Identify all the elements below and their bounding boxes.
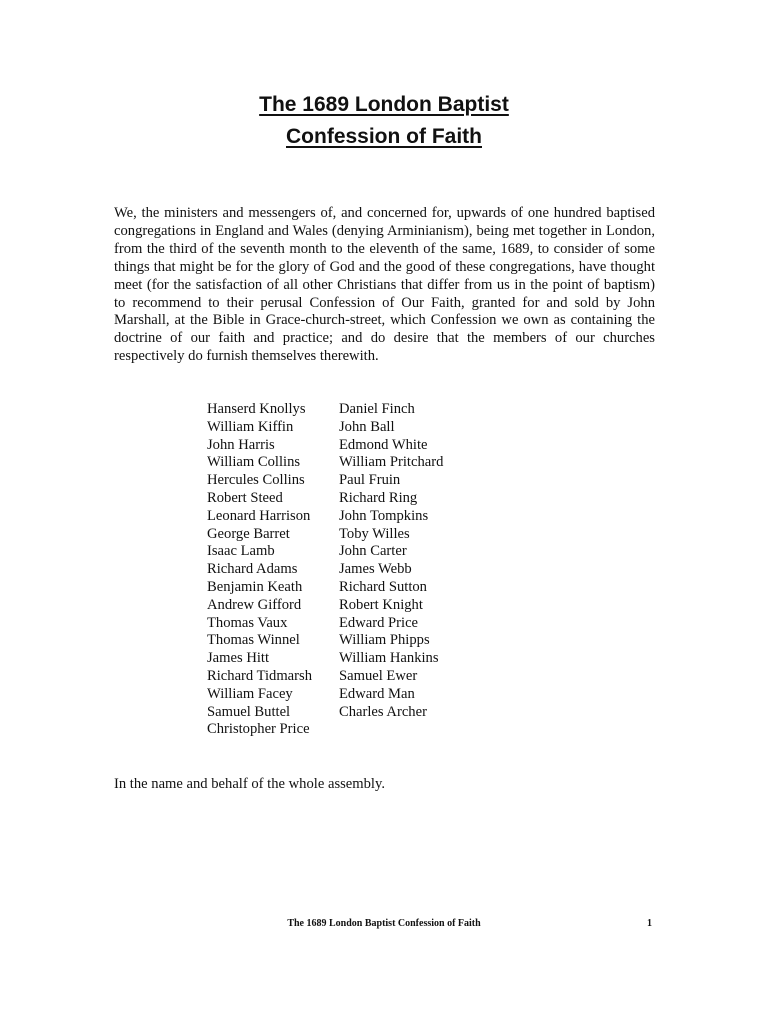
page-number: 1 (647, 918, 652, 929)
signatory-name: Toby Willes (339, 525, 410, 542)
signatory-name: Samuel Buttel (207, 703, 291, 720)
signatory-name: Edward Price (339, 614, 419, 631)
signatory-name: Richard Ring (339, 489, 418, 506)
signatory-name: John Ball (339, 418, 395, 435)
signatory-name: John Tompkins (339, 507, 429, 524)
signatory-name: William Pritchard (339, 454, 444, 471)
intro-paragraph: We, the ministers and messengers of, and concerned for, upwards of one hundred baptised congregations in England and Wales (denying Arminianism), being met together in London, from the third of the seventh month to the eleventh of the same, 1689, to consider of some things that might be for the glory of God and the good of these congregations, have thought meet (for the satisfaction of all other Christians that differ from us in the point of baptism) to recommend to their perusal Confession of Our Faith, granted for and sold by John Marshall, at the Bible in Grace-church-street, which Confession we own as containing the doctrine of our faith and practice; and do desire that the members of our churches respectively do furnish themselves therewith. (114, 205, 655, 365)
signatory-name: Hercules Collins (207, 472, 305, 489)
title-line-1: The 1689 London Baptist (259, 93, 509, 116)
signatory-name: William Collins (207, 454, 301, 471)
document-title (0, 89, 768, 153)
signatory-name: William Kiffin (207, 418, 294, 435)
signatory-name: Thomas Vaux (207, 614, 288, 631)
signatory-name: Robert Knight (339, 596, 423, 613)
signatory-name: George Barret (207, 525, 290, 542)
title-line-2: Confession of Faith (286, 125, 482, 148)
signatory-name: Paul Fruin (339, 472, 401, 489)
signatory-name: John Carter (339, 543, 407, 560)
signatories-right-column (339, 401, 479, 739)
signatory-name: Daniel Finch (339, 401, 415, 417)
signatory-name: Andrew Gifford (207, 596, 302, 613)
signatory-name: Edmond White (339, 436, 428, 453)
signatory-name: William Phipps (339, 632, 430, 649)
signatory-name: Christopher Price (207, 721, 310, 738)
signatory-name: William Facey (207, 685, 293, 702)
footer-title: The 1689 London Baptist Confession of Faith (287, 918, 481, 929)
signatory-name: Richard Sutton (339, 578, 427, 595)
signatory-name: Leonard Harrison (207, 507, 311, 524)
signatory-name: Richard Adams (207, 561, 298, 578)
signatory-name: James Webb (339, 561, 412, 578)
signatories-list (207, 401, 479, 739)
signatory-name: Edward Man (339, 685, 415, 702)
signatory-name: Charles Archer (339, 703, 427, 720)
signatory-name: Richard Tidmarsh (207, 667, 312, 684)
signatory-name: John Harris (207, 436, 275, 453)
signatory-name: Benjamin Keath (207, 578, 303, 595)
signatory-name: Robert Steed (207, 489, 283, 506)
signatory-name: Samuel Ewer (339, 667, 418, 684)
signatory-name: Isaac Lamb (207, 543, 275, 560)
signatory-name: William Hankins (339, 650, 439, 667)
signatory-name: Thomas Winnel (207, 632, 300, 649)
signatory-name: Hanserd Knollys (207, 401, 306, 417)
signatories-left-column (207, 401, 339, 739)
closing-statement: In the name and behalf of the whole assembly. (114, 776, 385, 792)
signatory-name: James Hitt (207, 650, 270, 667)
